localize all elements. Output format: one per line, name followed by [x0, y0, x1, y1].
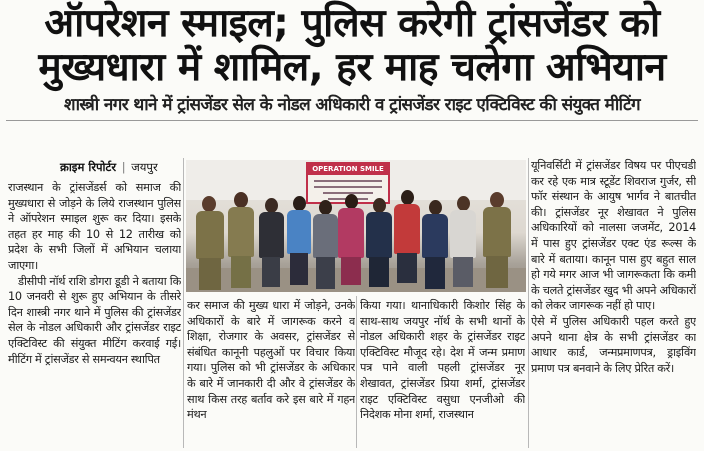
- article-paragraph: ऐसे में पुलिस अधिकारी पहल करते हुए अपने थाना क्षेत्र के सभी ट्रांसजेंडर का आधार कार्ड, जन्मप्रमाणपत्र, ड्राइविंग प्रमाण पत्र बनवाने के लिए प्रेरित करें।: [531, 314, 696, 375]
- column-divider: [356, 296, 357, 448]
- article-paragraph: यूनिवर्सिटी में ट्रांसजेंडर विषय पर पीएचडी कर रहे एक मात्र स्टूडेंट शिवराज गुर्जर, सी फॉर संस्थान के आयुष भार्गव ने बातचीत की। ट्रांसजेंडर नूर शेखावत ने पुलिस अधिकारियों को नालसा जजमेंट, 2014 में पास हुए ट्रांसजेंडर एक्ट एंड रूल्स के बारे में बताया। कानून पास हुए बहुत साल हो गये मगर आज भी जागरूकता कि कमी के चलते ट्रांसजेंडर खुद भी अपने अधिकारों को लेकर जागरूक नहीं हो पाए।: [531, 159, 696, 313]
- byline: [60, 160, 158, 174]
- column-divider: [183, 158, 184, 448]
- banner-text-line: [314, 180, 382, 182]
- article-paragraph: डीसीपी नॉर्थ राशि डोगरा डूडी ने बताया कि 10 जनवरी से शुरू हुए अभियान के तीसरे दिन शास्त्री नगर थाने में पुलिस की ट्रांसजेंडर सेल के नोडल अधिकारी और ट्रांसजेंडर राइट एक्टिविस्ट की संयुक्त मीटिंग करवाई गई। मीटिंग में ट्रांसजेंडर से समन्वयन स्थापित: [8, 274, 181, 366]
- article-paragraph: कर समाज की मुख्य धारा में जोड़ने, उनके अधिकारों के बारे में जागरूक करने व शिक्षा, रोजगार के अवसर, ट्रांसजेंडर से संबंधित कानूनी पहलुओं पर विचार किया गया। पुलिस को भी ट्रांसजेंडर के अधिकार के बारे में जानकारी दी और वे ट्रांसजेंडर के साथ किस तरह बर्ताव करे इस बारे में गहन मंथन: [187, 299, 355, 422]
- article-column-2: [187, 298, 355, 448]
- byline-reporter: क्राइम रिपोर्टर: [60, 160, 117, 174]
- news-photo: [186, 160, 526, 292]
- article-paragraph: किया गया। थानाधिकारी किशोर सिंह के साथ-साथ जयपुर नॉर्थ के सभी थानों के नोडल अधिकारी शहर के ट्रांसजेंडर राइट एक्टिविस्ट मौजूद रहे। देश में जन्म प्रमाण पत्र पाने वाली पहली ट्रांसजेंडर नूर शेखावत, ट्रांसजेंडर प्रिया शर्मा, ट्रांसजेंडर राइट एक्टिविस्ट वसुधा एनजीओ की निदेशक मोना शर्मा, राजस्थान: [360, 299, 525, 422]
- article-column-3: [360, 298, 525, 448]
- headline: ऑपरेशन स्माइल; पुलिस करेगी ट्रांसजेंडर को मुख्यधारा में शामिल, हर माह चलेगा अभियान: [38, 1, 666, 90]
- byline-separator: |: [121, 160, 126, 174]
- article-column-4: [531, 158, 696, 448]
- byline-city: जयपुर: [131, 160, 158, 174]
- article-paragraph: राजस्थान के ट्रांसजेंडर्स को समाज की मुख्यधारा से जोड़ने के लिये राजस्थान पुलिस ने ऑपरेशन स्माइल शुरू कर दिया। इसके तहत हर माह की 10 से 12 तारीख को प्रदेश के सभी जिलों में अभियान चलाया जाएगा।: [8, 181, 181, 272]
- column-divider: [528, 158, 529, 448]
- article-column-1: [8, 180, 181, 448]
- banner-text-line: [314, 186, 382, 188]
- banner-title: OPERATION SMILE: [308, 164, 388, 175]
- subheadline: शास्त्री नगर थाने में ट्रांसजेंडर सेल के नोडल अधिकारी व ट्रांसजेंडर राइट एक्टिविस्ट की संयुक्त मीटिंग: [6, 94, 698, 121]
